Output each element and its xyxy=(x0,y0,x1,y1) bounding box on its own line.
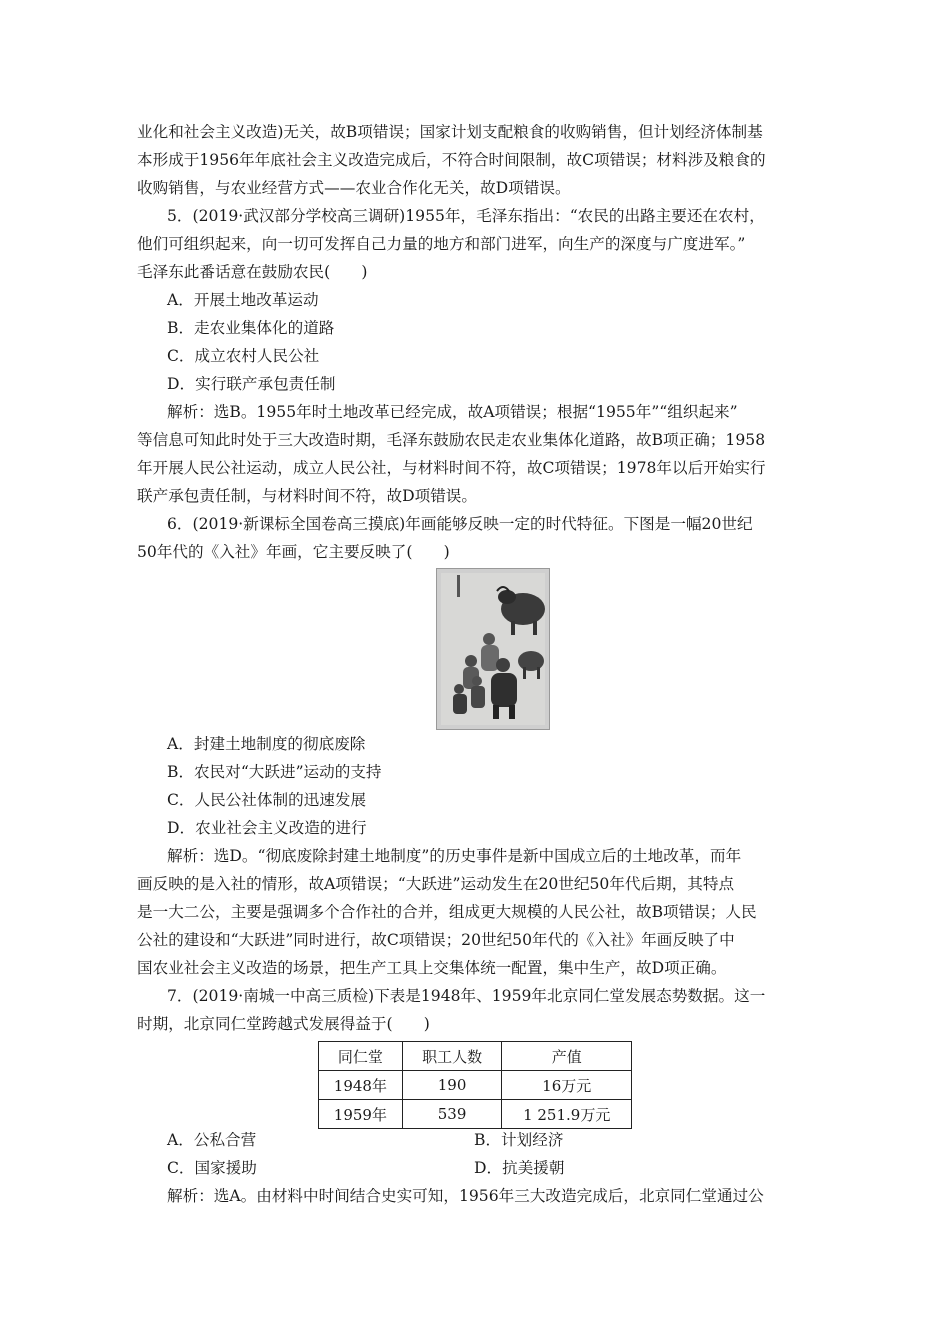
question-7-option-a: A．公私合营 xyxy=(167,1131,257,1149)
question-6-option-d: D．农业社会主义改造的进行 xyxy=(167,819,367,837)
table-header-cell: 产值 xyxy=(502,1042,632,1071)
question-6-analysis: 国农业社会主义改造的场景，把生产工具上交集体统一配置，集中生产，故D项正确。 xyxy=(137,959,727,977)
table-cell: 1948年 xyxy=(319,1071,403,1100)
table-cell: 1959年 xyxy=(319,1100,403,1129)
table-cell: 539 xyxy=(402,1100,502,1129)
table-cell: 190 xyxy=(402,1071,502,1100)
tongrentang-data-table xyxy=(318,1041,632,1129)
question-6-stem: 50年代的《入社》年画，它主要反映了( ) xyxy=(137,543,450,561)
table-header-cell: 职工人数 xyxy=(402,1042,502,1071)
question-7-stem: 时期，北京同仁堂跨越式发展得益于( ) xyxy=(137,1015,430,1033)
question-5-analysis: 年开展人民公社运动，成立人民公社，与材料时间不符，故C项错误；1978年以后开始实行 xyxy=(137,459,766,477)
question-7-analysis: 解析：选A。由材料中时间结合史实可知，1956年三大改造完成后，北京同仁堂通过公 xyxy=(167,1187,764,1205)
question-6-option-c: C．人民公社体制的迅速发展 xyxy=(167,791,367,809)
question-6-stem: 6．(2019·新课标全国卷高三摸底)年画能够反映一定的时代特征。下图是一幅20世纪 xyxy=(167,515,753,533)
question-7-stem: 7．(2019·南城一中高三质检)下表是1948年、1959年北京同仁堂发展态势数据。这一 xyxy=(167,987,766,1005)
question-7-option-b: B．计划经济 xyxy=(474,1131,564,1149)
table-row xyxy=(319,1100,632,1129)
question-6-analysis: 公社的建设和“大跃进”同时进行，故C项错误；20世纪50年代的《入社》年画反映了中 xyxy=(137,931,735,949)
question-5-option-c: C．成立农村人民公社 xyxy=(167,347,320,365)
question-5-stem: 毛泽东此番话意在鼓励农民( ) xyxy=(137,263,368,281)
table-header-cell: 同仁堂 xyxy=(319,1042,403,1071)
question-6-analysis: 解析：选D。“彻底废除封建土地制度”的历史事件是新中国成立后的土地改革，而年 xyxy=(167,847,742,865)
question-6-option-a: A．封建土地制度的彻底废除 xyxy=(167,735,366,753)
paragraph-line: 业化和社会主义改造)无关，故B项错误；国家计划支配粮食的收购销售，但计划经济体制基 xyxy=(137,123,763,141)
question-5-option-a: A．开展土地改革运动 xyxy=(167,291,319,309)
table-header-row xyxy=(319,1042,632,1071)
question-7-option-d: D．抗美援朝 xyxy=(474,1159,565,1177)
question-5-analysis: 解析：选B。1955年时土地改革已经完成，故A项错误；根据“1955年”“组织起来” xyxy=(167,403,738,421)
question-5-option-b: B．走农业集体化的道路 xyxy=(167,319,335,337)
question-5-stem: 5．(2019·武汉部分学校高三调研)1955年，毛泽东指出：“农民的出路主要还在农村， xyxy=(167,207,765,225)
question-6-option-b: B．农民对“大跃进”运动的支持 xyxy=(167,763,382,781)
new-year-painting-image xyxy=(436,568,550,730)
question-6-analysis: 画反映的是入社的情形，故A项错误；“大跃进”运动发生在20世纪50年代后期，其特点 xyxy=(137,875,735,893)
question-6-analysis: 是一大二公，主要是强调多个合作社的合并，组成更大规模的人民公社，故B项错误；人民 xyxy=(137,903,757,921)
question-5-stem: 他们可组织起来，向一切可发挥自己力量的地方和部门进军，向生产的深度与广度进军。” xyxy=(137,235,746,253)
table-row xyxy=(319,1071,632,1100)
painting-illustration xyxy=(437,569,549,729)
question-5-analysis: 联产承包责任制，与材料时间不符，故D项错误。 xyxy=(137,487,477,505)
paragraph-line: 本形成于1956年年底社会主义改造完成后，不符合时间限制，故C项错误；材料涉及粮食的 xyxy=(137,151,766,169)
question-5-analysis: 等信息可知此时处于三大改造时期，毛泽东鼓励农民走农业集体化道路，故B项正确；1958 xyxy=(137,431,766,449)
question-5-option-d: D．实行联产承包责任制 xyxy=(167,375,336,393)
table-cell: 1 251.9万元 xyxy=(502,1100,632,1129)
paragraph-line: 收购销售，与农业经营方式——农业合作化无关，故D项错误。 xyxy=(137,179,571,197)
table-cell: 16万元 xyxy=(502,1071,632,1100)
question-7-option-c: C．国家援助 xyxy=(167,1159,257,1177)
